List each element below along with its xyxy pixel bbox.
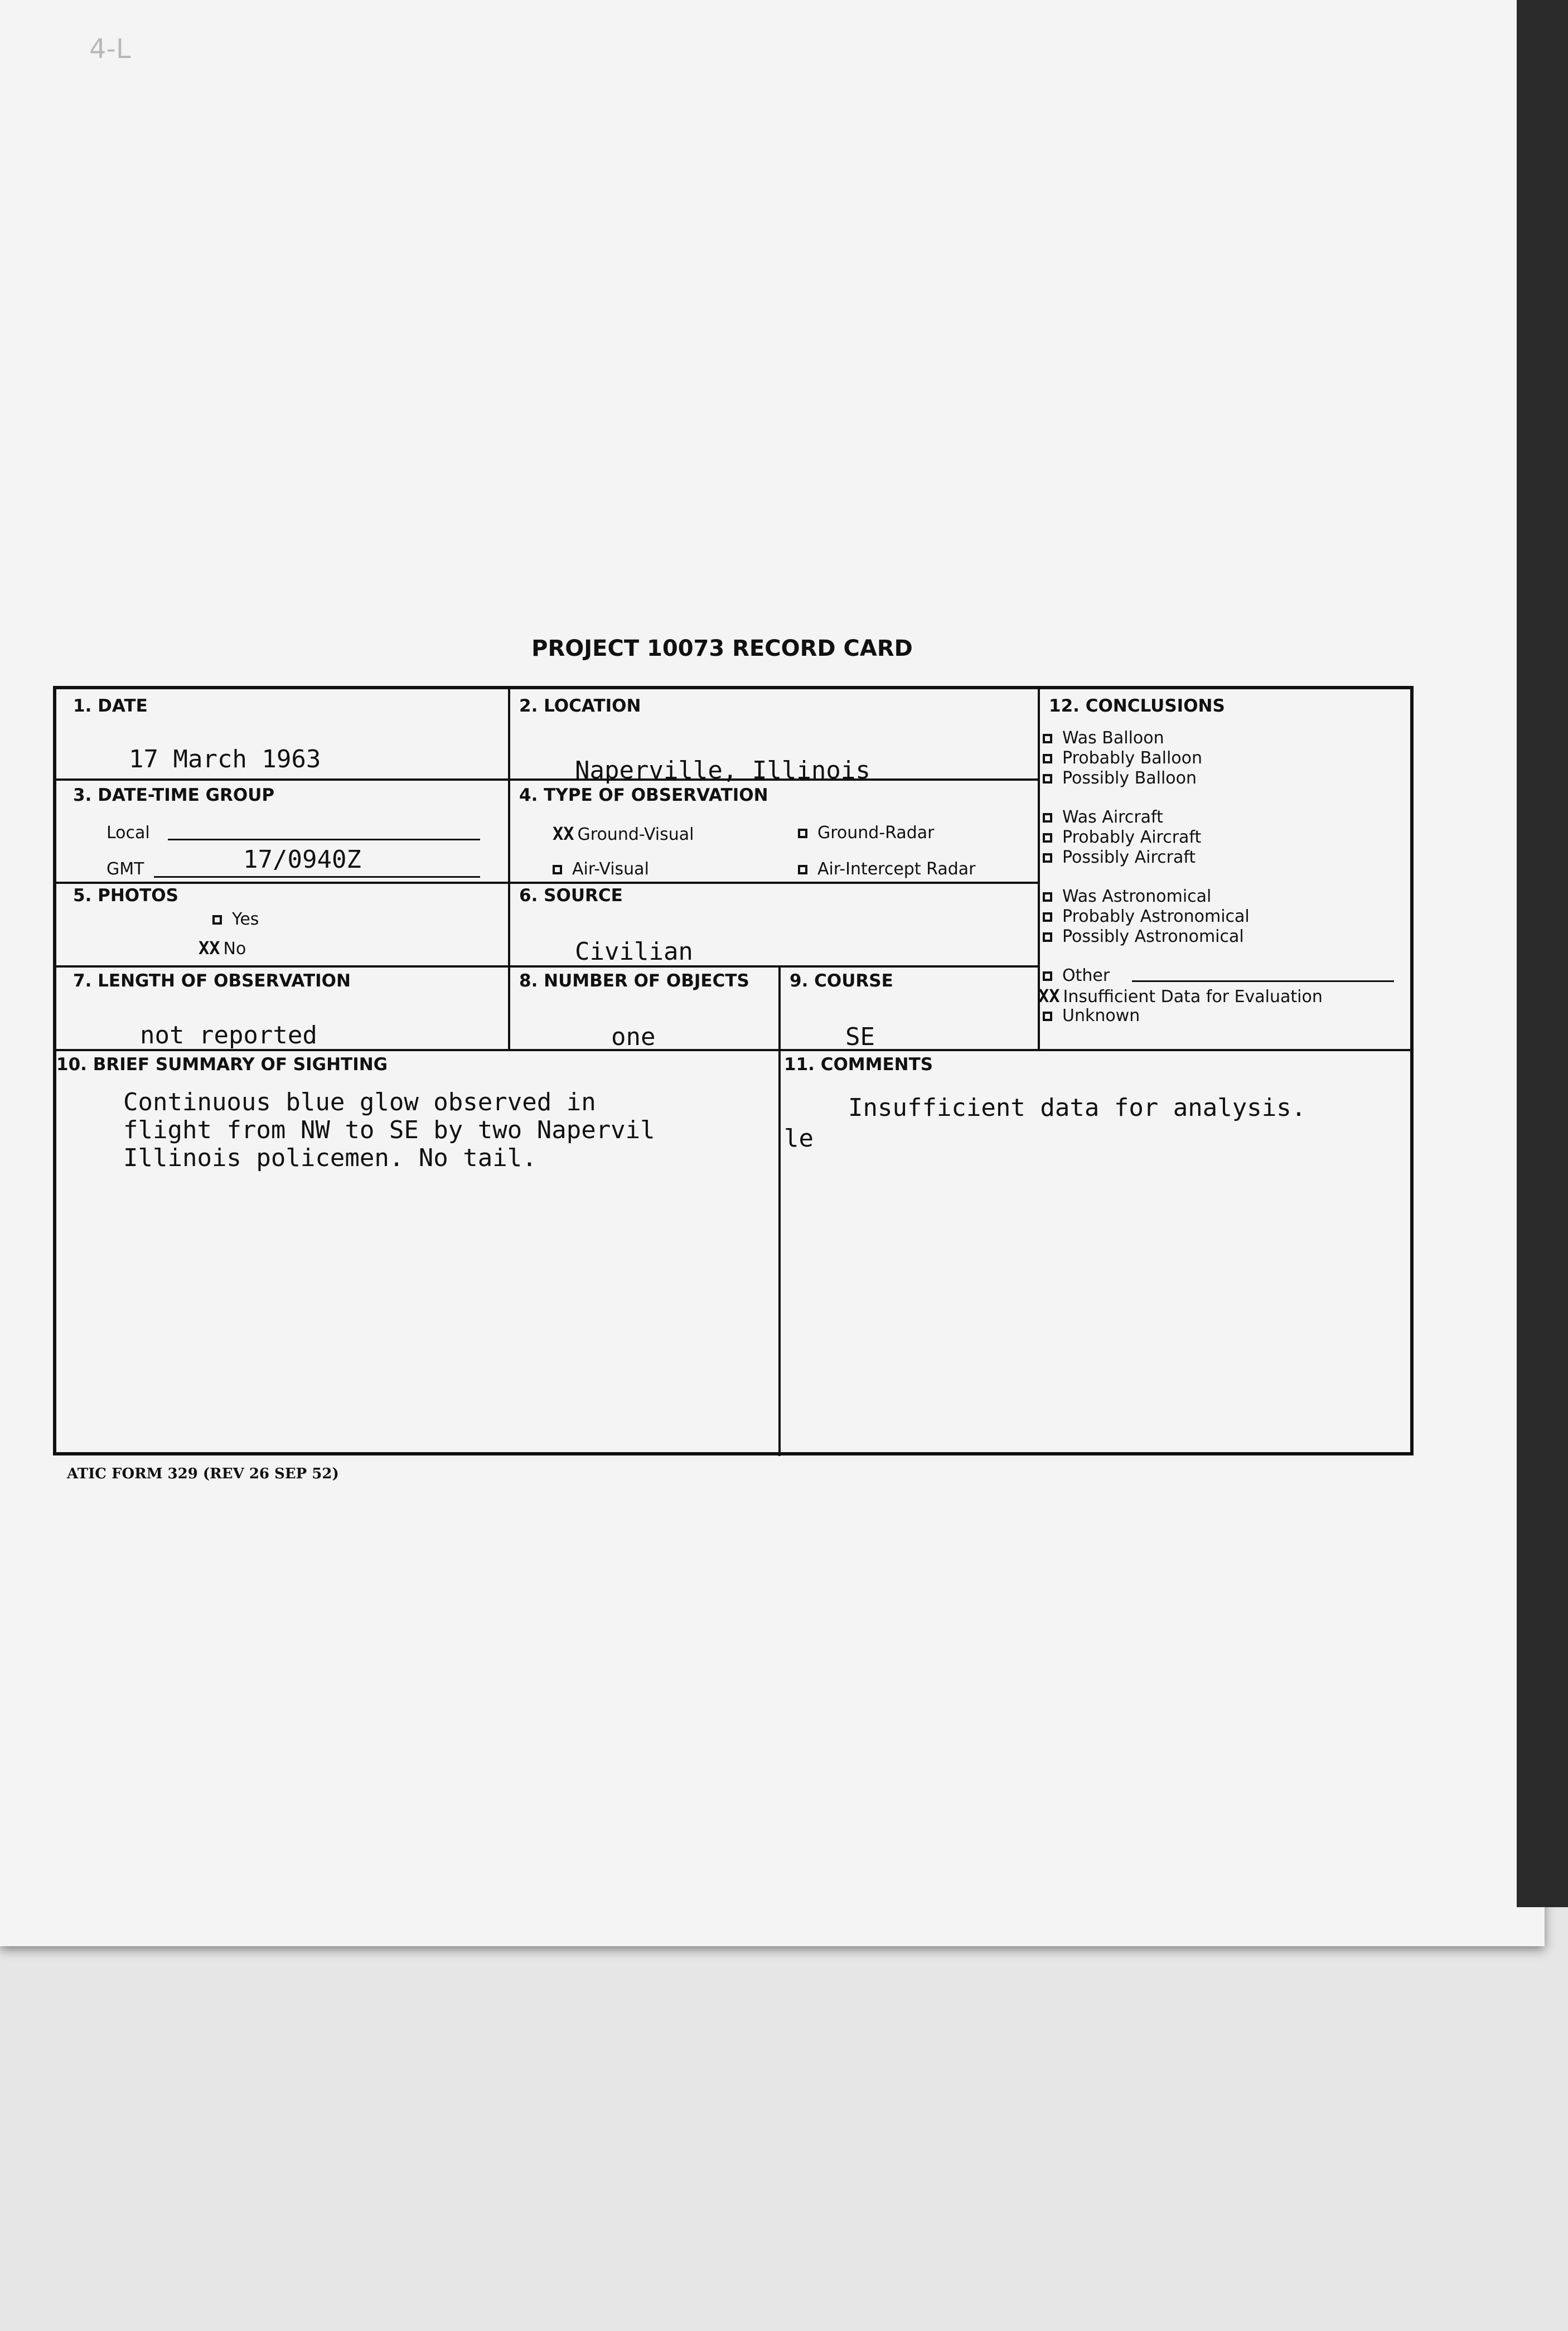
obs-ground-visual: [553, 823, 694, 844]
scan-edge: [1517, 0, 1568, 1907]
conclusion-text: Insufficient Data for Evaluation: [1063, 987, 1323, 1007]
summary-line-2-wrap: le: [784, 1124, 814, 1153]
obs-ground-radar: [798, 823, 935, 843]
conclusion-item: [1043, 927, 1244, 947]
obs-air-visual-text: Air-Visual: [572, 859, 649, 879]
conclusion-item: [1043, 1006, 1140, 1026]
conclusions-label: 12. CONCLUSIONS: [1049, 696, 1225, 716]
conclusion-item: [1043, 768, 1197, 789]
checkbox-icon: [1043, 1012, 1052, 1021]
comments-value: Insufficient data for analysis.: [848, 1094, 1306, 1122]
conclusion-text: Was Aircraft: [1062, 807, 1163, 827]
conclusion-text: Unknown: [1062, 1006, 1140, 1026]
checkbox-icon: [1043, 774, 1052, 784]
objects-label: 8. NUMBER OF OBJECTS: [519, 971, 749, 991]
other-rule: [1132, 980, 1394, 982]
source-label: 6. SOURCE: [519, 886, 623, 906]
conclusion-text: Possibly Aircraft: [1062, 848, 1196, 867]
summary-line-2: flight from NW to SE by two Napervil: [123, 1116, 655, 1144]
date-label: 1. DATE: [73, 696, 148, 716]
location-value: Naperville, Illinois: [575, 756, 870, 785]
photos-yes: [212, 910, 259, 929]
obs-ground-radar-text: Ground-Radar: [817, 823, 935, 843]
length-label: 7. LENGTH OF OBSERVATION: [73, 971, 351, 991]
conclusion-text: Possibly Astronomical: [1062, 927, 1244, 946]
conclusion-item: [1043, 907, 1250, 927]
divider-col1: [508, 689, 510, 1049]
form-id: ATIC FORM 329 (REV 26 SEP 52): [67, 1466, 339, 1482]
gmt-rule: [154, 876, 480, 878]
photos-no-text: No: [223, 939, 246, 959]
checkbox-icon: [212, 915, 222, 925]
photos-label: 5. PHOTOS: [73, 886, 178, 906]
photos-no: [199, 937, 246, 959]
local-rule: [168, 839, 480, 840]
checked-mark: XX: [1038, 985, 1060, 1007]
location-label: 2. LOCATION: [519, 696, 641, 716]
conclusion-item: [1043, 807, 1163, 828]
local-label: Local: [107, 823, 150, 843]
conclusion-item: [1038, 986, 1323, 1007]
conclusion-text: Other: [1062, 966, 1110, 985]
gmt-label: GMT: [107, 859, 144, 879]
lower-sheet: [0, 1904, 1568, 2331]
divider-row1: [56, 778, 1038, 781]
conclusion-text: Probably Astronomical: [1062, 907, 1250, 926]
objects-value: one: [611, 1023, 656, 1051]
comments-label: 11. COMMENTS: [784, 1055, 933, 1075]
conclusion-item: [1043, 828, 1201, 848]
conclusion-text: Probably Balloon: [1062, 748, 1203, 768]
checkbox-icon: [1043, 833, 1052, 843]
checkbox-icon: [1043, 912, 1052, 922]
checkbox-icon: [1043, 813, 1052, 823]
length-value: not reported: [140, 1021, 317, 1050]
conclusion-text: Possibly Balloon: [1062, 768, 1197, 788]
obs-air-intercept: [798, 859, 975, 879]
checkbox-icon: [1043, 734, 1052, 743]
conclusion-item: [1043, 748, 1202, 768]
source-value: Civilian: [575, 937, 693, 966]
card-title: PROJECT 10073 RECORD CARD: [531, 636, 913, 661]
dtg-label: 3. DATE-TIME GROUP: [73, 785, 275, 805]
conclusion-item: [1043, 848, 1196, 868]
checkbox-icon: [1043, 853, 1052, 863]
date-value: 17 March 1963: [129, 745, 321, 773]
checkbox-icon: [1043, 932, 1052, 942]
course-value: SE: [845, 1023, 875, 1051]
checked-mark: XX: [553, 823, 574, 844]
conclusion-item: [1043, 887, 1211, 907]
checked-mark: XX: [199, 937, 220, 959]
checkbox-icon: [1043, 754, 1052, 763]
divider-row2: [56, 882, 1038, 884]
conclusion-item: [1043, 728, 1164, 748]
divider-summary-comments: [778, 1049, 781, 1456]
checkbox-icon: [1043, 971, 1052, 981]
type-label: 4. TYPE OF OBSERVATION: [519, 785, 768, 805]
checkbox-icon: [1043, 892, 1052, 902]
course-label: 9. COURSE: [790, 971, 893, 991]
conclusion-text: Was Astronomical: [1062, 887, 1212, 906]
checkbox-icon: [798, 829, 807, 838]
photos-yes-text: Yes: [232, 910, 259, 929]
conclusion-text: Was Balloon: [1062, 728, 1164, 748]
summary-line-3: Illinois policemen. No tail.: [123, 1144, 537, 1172]
checkbox-icon: [798, 865, 807, 874]
checkbox-icon: [553, 865, 562, 874]
obs-ground-visual-text: Ground-Visual: [577, 825, 694, 844]
divider-row3: [56, 965, 1038, 968]
gmt-value: 17/0940Z: [243, 845, 361, 874]
summary-label: 10. BRIEF SUMMARY OF SIGHTING: [56, 1055, 388, 1075]
obs-air-intercept-text: Air-Intercept Radar: [817, 859, 976, 879]
divider-obj-course: [778, 965, 781, 1049]
record-card: [53, 686, 1414, 1455]
conclusion-text: Probably Aircraft: [1062, 828, 1202, 847]
conclusion-item: [1043, 966, 1110, 986]
obs-air-visual: [553, 859, 649, 879]
summary-line-1: Continuous blue glow observed in: [123, 1088, 596, 1116]
corner-mark: 4-L: [89, 33, 131, 65]
